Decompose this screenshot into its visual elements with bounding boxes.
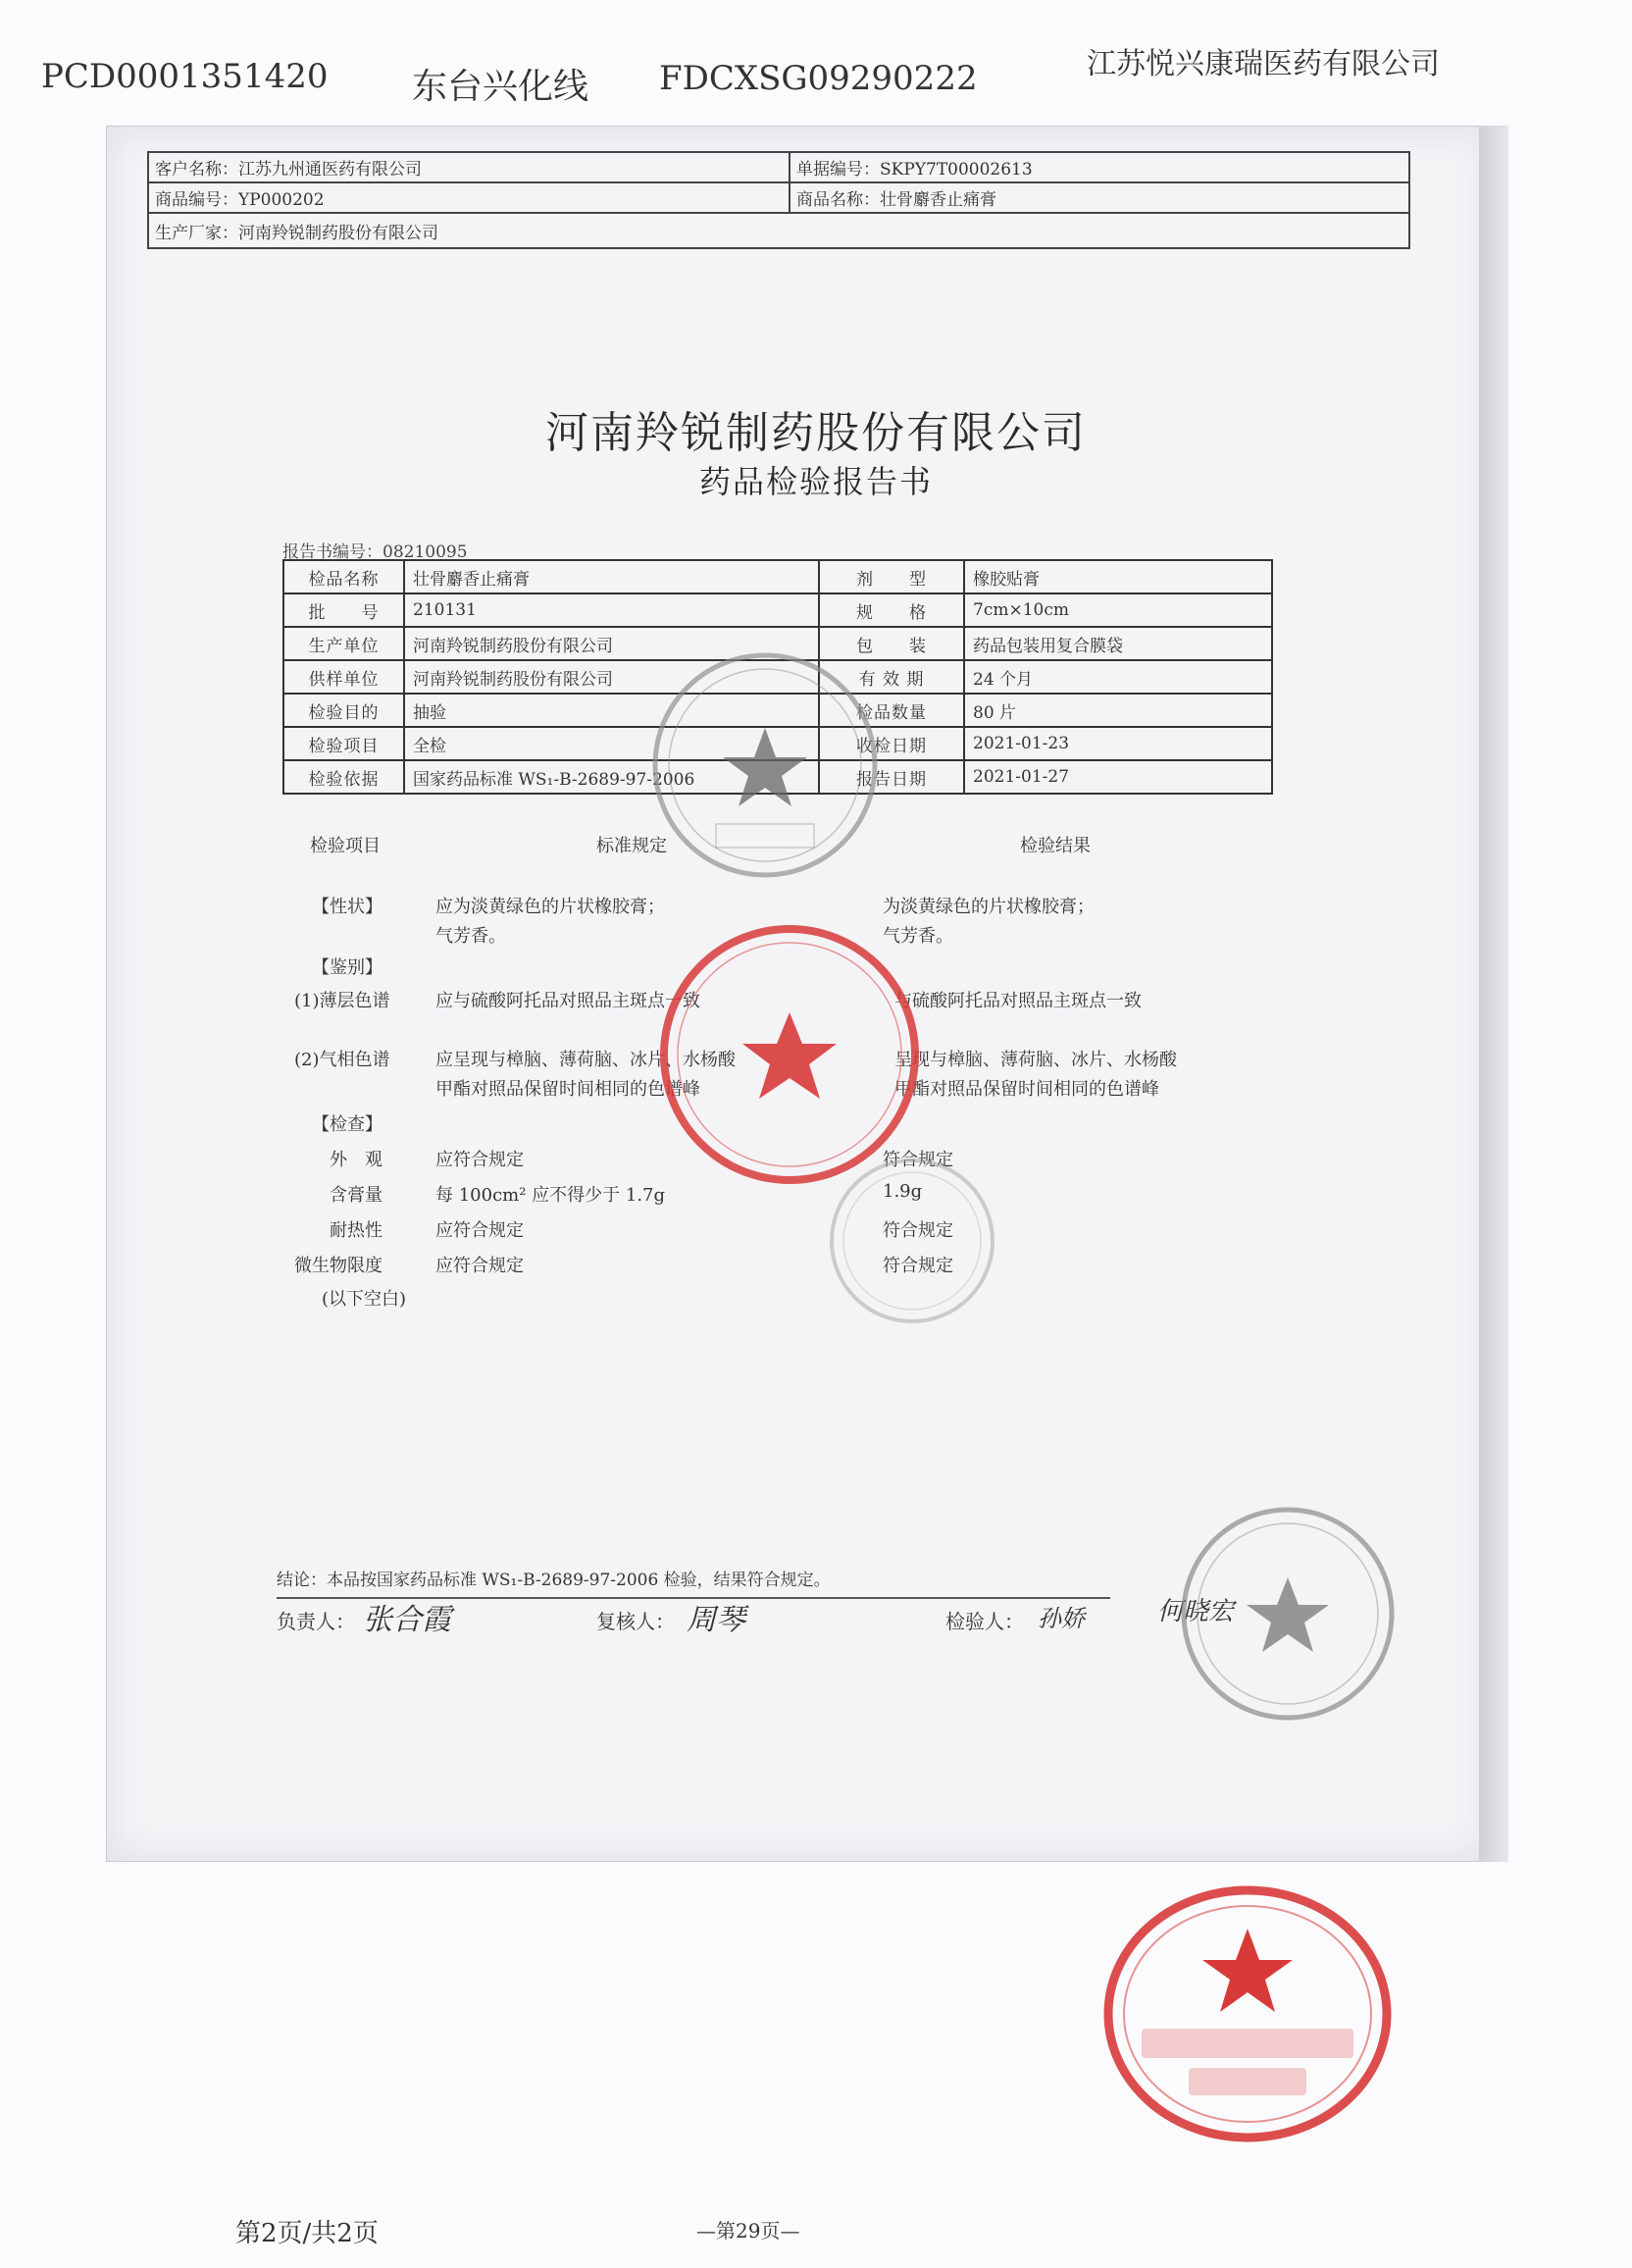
- info-value: 河南羚锐制药股份有限公司: [404, 660, 819, 694]
- gc-result-2: 甲酯对照品保留时间相同的色谱峰: [894, 1079, 1159, 1100]
- micro-standard: 应符合规定: [435, 1256, 524, 1276]
- info-value: 210131: [404, 593, 819, 627]
- info-label: 供样单位: [283, 660, 404, 694]
- character-standard-1: 应为淡黄绿色的片状橡胶膏；: [435, 897, 665, 917]
- identification-label: 【鉴别】: [312, 957, 382, 978]
- tlc-label: (1)薄层色谱: [294, 991, 390, 1011]
- info-label: 检验目的: [283, 694, 404, 727]
- product-code-cell: 商品编号：YP000202: [148, 182, 790, 213]
- info-value: 河南羚锐制药股份有限公司: [404, 627, 819, 660]
- doc-code: FDCXSG09290222: [659, 59, 978, 98]
- heat-result: 符合规定: [883, 1220, 953, 1241]
- product-report-red-stamp: [1100, 1881, 1395, 2146]
- customer-cell: 客户名称：江苏九州通医药有限公司: [148, 152, 790, 182]
- info-value: 全检: [404, 727, 819, 760]
- info-label: 检验依据: [283, 760, 404, 794]
- content-result: 1.9g: [883, 1181, 923, 1202]
- info-value-2: 24 个月: [964, 660, 1272, 694]
- info-label: 生产单位: [283, 627, 404, 660]
- micro-label: 微生物限度: [294, 1256, 382, 1276]
- character-result-2: 气芳香。: [883, 926, 953, 947]
- gc-standard-2: 甲酯对照品保留时间相同的色谱峰: [435, 1079, 700, 1100]
- quality-dept-red-stamp: [657, 922, 922, 1187]
- info-label: 检品名称: [283, 560, 404, 593]
- info-label-2: 有 效 期: [819, 660, 964, 694]
- quality-department-stamp: [1175, 1501, 1401, 1727]
- scan-edge-shade: [1479, 126, 1508, 1862]
- info-row: [283, 560, 1272, 593]
- info-label-2: 收检日期: [819, 727, 964, 760]
- appearance-result: 符合规定: [883, 1150, 953, 1170]
- info-value-2: 2021-01-27: [964, 760, 1272, 794]
- company-title: 河南羚锐制药股份有限公司: [545, 408, 1087, 458]
- gc-result-1: 呈现与樟脑、薄荷脑、冰片、水杨酸: [894, 1050, 1177, 1070]
- heat-label: 耐热性: [330, 1220, 382, 1241]
- content-standard: 每 100cm² 应不得少于 1.7g: [435, 1185, 666, 1206]
- faded-grey-stamp: [824, 1153, 1000, 1329]
- conclusion-text: 结论：本品按国家药品标准 WS₁-B-2689-97-2006 检验，结果符合规定。: [277, 1571, 831, 1590]
- check-label: 【检查】: [312, 1114, 382, 1135]
- appearance-standard: 应符合规定: [435, 1150, 524, 1170]
- blank-note: (以下空白): [322, 1289, 407, 1310]
- head-label: 负责人：: [277, 1610, 355, 1633]
- page-number: —第29页—: [696, 2219, 800, 2242]
- info-value-2: 药品包装用复合膜袋: [964, 627, 1272, 660]
- star-icon: [723, 728, 807, 806]
- route-name: 东台兴化线: [412, 67, 589, 107]
- page-of-total: 第2页/共2页: [235, 2219, 379, 2248]
- head-signature: 张合霞: [363, 1603, 451, 1637]
- extra-signature: 何晓宏: [1157, 1597, 1235, 1626]
- left-code: PCD0001351420: [41, 57, 329, 96]
- column-result: 检验结果: [1020, 836, 1091, 856]
- character-label: 【性状】: [312, 897, 382, 917]
- character-standard-2: 气芳香。: [435, 926, 506, 947]
- report-title: 药品检验报告书: [698, 463, 933, 500]
- info-value: 壮骨麝香止痛膏: [404, 560, 819, 593]
- info-label: 检验项目: [283, 727, 404, 760]
- gc-label: (2)气相色谱: [294, 1050, 390, 1070]
- info-value: 国家药品标准 WS₁-B-2689-97-2006: [404, 760, 819, 794]
- info-value: 抽验: [404, 694, 819, 727]
- column-item: 检验项目: [310, 836, 381, 856]
- inspector-signature: 孙娇: [1038, 1605, 1085, 1632]
- info-label-2: 检品数量: [819, 694, 964, 727]
- company-inspection-stamp: [647, 647, 883, 883]
- column-standard: 标准规定: [596, 836, 667, 856]
- info-label-2: 规 格: [819, 593, 964, 627]
- info-value-2: 7cm×10cm: [964, 593, 1272, 627]
- star-icon: [1202, 1929, 1293, 2012]
- info-label-2: 包 装: [819, 627, 964, 660]
- product-name-cell: 商品名称：壮骨麝香止痛膏: [790, 182, 1409, 213]
- character-result-1: 为淡黄绿色的片状橡胶膏；: [883, 897, 1095, 917]
- inspector-label: 检验人：: [945, 1610, 1024, 1633]
- appearance-label: 外 观: [330, 1150, 382, 1170]
- info-value-2: 2021-01-23: [964, 727, 1272, 760]
- info-value-2: 橡胶贴膏: [964, 560, 1272, 593]
- info-label-2: 报告日期: [819, 760, 964, 794]
- info-value-2: 80 片: [964, 694, 1272, 727]
- star-icon: [1247, 1577, 1329, 1652]
- gc-standard-1: 应呈现与樟脑、薄荷脑、冰片、水杨酸: [435, 1050, 736, 1070]
- report-number: 报告书编号：08210095: [282, 542, 468, 562]
- info-row: [283, 593, 1272, 627]
- tlc-result: 与硫酸阿托品对照品主斑点一致: [894, 991, 1142, 1011]
- manufacturer-cell: 生产厂家：河南羚锐制药股份有限公司: [148, 213, 1409, 248]
- review-signature: 周琴: [687, 1603, 745, 1637]
- company-name-top: 江苏悦兴康瑞医药有限公司: [1087, 47, 1440, 81]
- review-label: 复核人：: [596, 1610, 675, 1633]
- content-label: 含膏量: [330, 1185, 382, 1206]
- heat-standard: 应符合规定: [435, 1220, 524, 1241]
- tlc-standard: 应与硫酸阿托品对照品主斑点一致: [435, 991, 700, 1011]
- info-label-2: 剂 型: [819, 560, 964, 593]
- star-icon: [742, 1012, 837, 1099]
- bill-cell: 单据编号：SKPY7T00002613: [790, 152, 1409, 182]
- info-label: 批 号: [283, 593, 404, 627]
- header-table: [147, 151, 1410, 249]
- micro-result: 符合规定: [883, 1256, 953, 1276]
